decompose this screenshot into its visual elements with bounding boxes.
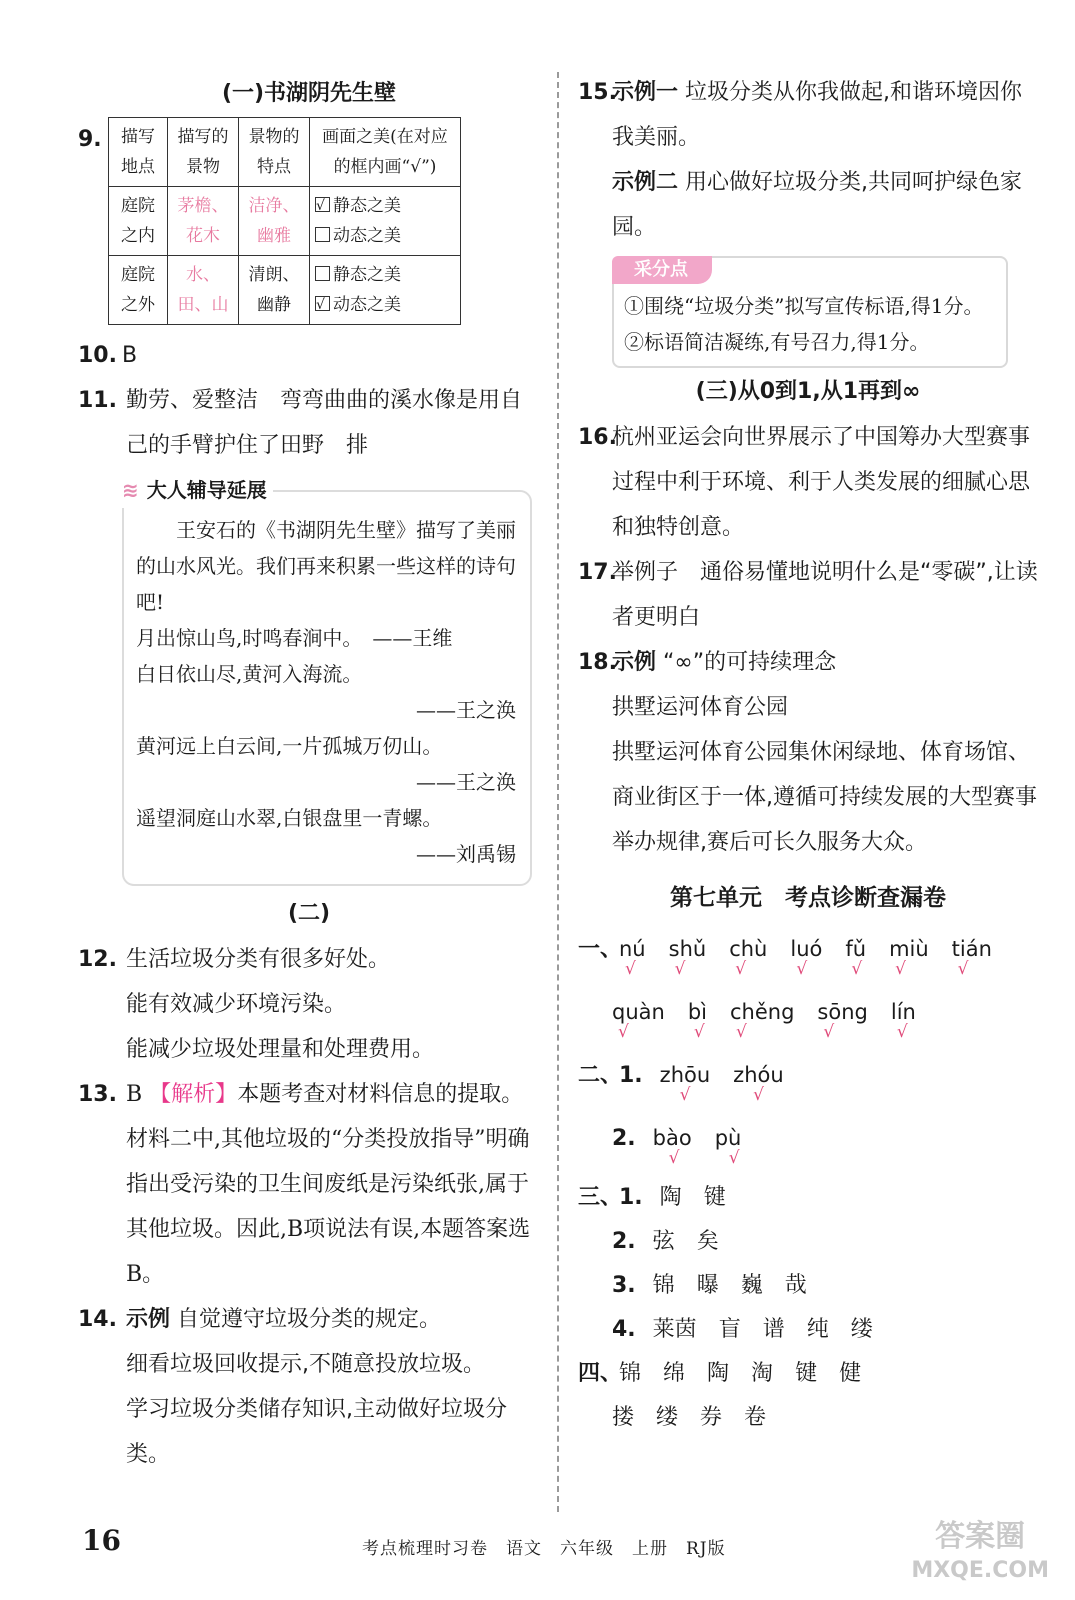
part2-row2: [578, 1107, 1038, 1170]
q14-line: 自觉遵守垃圾分类的规定。: [177, 1307, 442, 1332]
pinyin-text: chěng: [730, 1000, 795, 1024]
left-column: [78, 70, 540, 1477]
answer-char: 哉: [784, 1273, 807, 1298]
question-9: [78, 117, 540, 325]
question-17: [578, 550, 1038, 640]
watermark-line: 答案圈: [935, 1519, 1026, 1554]
part-label: 一、: [578, 937, 623, 962]
q13-number: 13.: [78, 1082, 117, 1107]
pinyin-text: luó: [790, 937, 823, 961]
sub-number: 1.: [619, 1185, 643, 1210]
pinyin: [653, 1107, 692, 1169]
check-mark-icon: √: [895, 959, 906, 979]
sub-number: 4.: [612, 1317, 636, 1342]
answer-char: 盲: [718, 1317, 741, 1342]
pinyin-text: tián: [951, 937, 992, 961]
example-label: 示例: [612, 650, 657, 675]
answer-char: 矣: [696, 1229, 719, 1254]
q12-number: 12.: [78, 947, 117, 972]
sub-number: 2.: [612, 1229, 636, 1254]
pinyin: [790, 918, 822, 980]
answer-char: 曝: [696, 1273, 719, 1298]
wave-icon: ≋: [122, 478, 139, 502]
pinyin-text: zhóu: [733, 1063, 784, 1087]
unit-title: 第七单元 考点诊断查漏卷: [670, 885, 946, 911]
check-mark-icon: √: [753, 1085, 765, 1105]
extension-intro: 王安石的《书湖阴先生壁》描写了美丽的山水风光。我们再来积累一些这样的诗句吧!: [136, 518, 516, 614]
poem-line: 黄河远上白云间,一片孤城万仞山。: [136, 734, 443, 758]
footer-text: 考点梳理时习卷 语文 六年级 上册 RJ版: [362, 1539, 726, 1559]
table-cell: 水、田、山: [168, 256, 239, 325]
answer-char: 纯: [806, 1317, 829, 1342]
part4-row2: [578, 1396, 1038, 1440]
part3-row2: [578, 1220, 1038, 1264]
pinyin: [669, 918, 707, 980]
extension-box: [122, 478, 532, 886]
pinyin-text: quàn: [612, 1000, 665, 1024]
table-header: 景物的特点: [239, 118, 310, 187]
check-mark-icon: √: [823, 1022, 835, 1042]
pinyin-text: sōng: [817, 1000, 868, 1024]
section3-title: (三)从0到1,从1再到∞: [695, 379, 921, 404]
pinyin: [715, 1107, 742, 1169]
pinyin-text: shǔ: [668, 937, 707, 961]
pinyin-text: chù: [729, 937, 768, 961]
check-mark-icon: √: [668, 1148, 680, 1168]
pinyin: [688, 981, 707, 1043]
example-label: 示例: [126, 1307, 171, 1332]
part2-row1: [578, 1044, 1038, 1107]
q15-text: 用心做好垃圾分类,共同呵护绿色家园。: [612, 170, 1023, 240]
q11-answer: 勤劳、爱整洁 弯弯曲曲的溪水像是用自己的手臂护住了田野 排: [126, 388, 523, 458]
poem-author: ——刘禹锡: [416, 842, 516, 866]
table-cell: 洁净、幽雅: [239, 187, 310, 256]
pinyin-text: lín: [890, 1000, 916, 1024]
pinyin: [952, 918, 992, 980]
answer-char: 键: [703, 1185, 726, 1210]
question-11: [78, 378, 540, 468]
check-mark-icon: √: [957, 959, 969, 979]
answer-char: 弦: [652, 1229, 675, 1254]
answer-char: 淘: [751, 1361, 774, 1386]
example-label: 示例一: [612, 80, 679, 105]
poem-line: 月出惊山鸟,时鸣春涧中。 ——王维: [136, 626, 453, 650]
question-14: [78, 1297, 540, 1477]
answer-char: 巍: [740, 1273, 763, 1298]
sub-number: 3.: [612, 1273, 636, 1298]
pinyin-text: nú: [619, 937, 646, 961]
answer-char: 陶: [707, 1361, 730, 1386]
column-divider: [557, 72, 559, 1512]
answer-char: 搂: [612, 1405, 635, 1430]
pinyin: [733, 1044, 784, 1106]
pinyin: [845, 918, 866, 980]
answer-char: 缕: [850, 1317, 873, 1342]
pinyin: [729, 918, 767, 980]
table-cell: 茅檐、花木: [168, 187, 239, 256]
sub-number: 1.: [619, 1063, 643, 1088]
answer-char: 莱茵: [652, 1317, 697, 1342]
scoring-label: 采分点: [612, 256, 712, 284]
q10-number: 10.: [78, 343, 117, 368]
q15-number: 15.: [578, 80, 617, 105]
part3-row3: [578, 1264, 1038, 1308]
table-header: 描写的景物: [168, 118, 239, 187]
poem-line: 遥望洞庭山水翠,白银盘里一青螺。: [136, 806, 443, 830]
check-mark-icon: √: [735, 959, 747, 979]
q16-number: 16.: [578, 425, 617, 450]
table-header: 画面之美(在对应的框内画“√”): [310, 118, 461, 187]
check-mark-icon: √: [736, 1022, 747, 1042]
pinyin-text: miù: [889, 937, 929, 961]
part3-row4: [578, 1308, 1038, 1352]
check-mark-icon: √: [618, 1022, 629, 1042]
q16-answer: 杭州亚运会向世界展示了中国筹办大型赛事过程中利于环境、利于人类发展的细腻心思和独特创意。: [612, 425, 1031, 540]
right-column: [578, 70, 1038, 1440]
part-label: 二、: [578, 1063, 623, 1088]
q11-number: 11.: [78, 388, 117, 413]
check-mark-icon: √: [851, 959, 863, 979]
pinyin: [891, 981, 916, 1043]
pinyin: [889, 918, 929, 980]
pinyin: [730, 981, 794, 1043]
question-16: [578, 415, 1038, 550]
sub-number: 2.: [612, 1126, 636, 1151]
question-15: [578, 70, 1038, 250]
option-label: 动态之美: [333, 295, 401, 315]
option-label: 动态之美: [333, 226, 401, 246]
section2-title: (二): [287, 901, 331, 926]
pinyin: [660, 1044, 711, 1106]
pinyin-text: pù: [714, 1126, 742, 1150]
q17-answer: 举例子 通俗易懂地说明什么是“零碳”,让读者更明白: [612, 560, 1038, 630]
check-mark-icon: √: [674, 959, 686, 979]
answer-char: 锦: [619, 1361, 642, 1386]
table-cell: 庭院之内: [109, 187, 168, 256]
question-13: [78, 1072, 540, 1297]
section1-title: (一)书湖阴先生壁: [221, 81, 397, 106]
q14-line: 学习垃圾分类储存知识,主动做好垃圾分类。: [126, 1397, 507, 1467]
part3-row1: [578, 1176, 1038, 1220]
q18-line: 拱墅运河体育公园集休闲绿地、体育场馆、商业街区于一体,遵循可持续发展的大型赛事举办规律,赛后可长久服务大众。: [612, 740, 1037, 855]
check-mark-icon: √: [728, 1148, 740, 1168]
answer-char: 缕: [656, 1405, 679, 1430]
table-row: [109, 187, 461, 256]
check-mark-icon: √: [679, 1085, 691, 1105]
check-mark-icon: √: [896, 1022, 908, 1042]
q9-number: 9.: [78, 127, 102, 152]
check-mark-icon: √: [625, 959, 636, 979]
q17-number: 17.: [578, 560, 617, 585]
poem-author: ——王之涣: [416, 698, 516, 722]
answer-char: 键: [795, 1361, 818, 1386]
scoring-box: [612, 256, 1008, 368]
pinyin: [817, 981, 867, 1043]
pinyin: [619, 918, 646, 980]
q18-line: 拱墅运河体育公园: [612, 695, 789, 720]
empty-box-icon: [315, 227, 330, 242]
question-10: [78, 333, 540, 378]
pinyin-text: zhōu: [659, 1063, 711, 1087]
part1-row2: [578, 981, 1038, 1044]
check-mark-icon: √: [796, 959, 808, 979]
empty-box-icon: [315, 266, 330, 281]
q15-text: 垃圾分类从你我做起,和谐环境因你我美丽。: [612, 80, 1023, 150]
answer-char: 健: [839, 1361, 862, 1386]
table-cell: [310, 256, 461, 325]
watermark: [911, 1520, 1049, 1588]
q10-answer: B: [122, 343, 138, 368]
part4-row1: [578, 1352, 1038, 1396]
page-number: 16: [82, 1524, 121, 1557]
q14-line: 细看垃圾回收提示,不随意投放垃圾。: [126, 1352, 485, 1377]
part-label: 三、: [578, 1185, 623, 1210]
table-cell: [310, 187, 461, 256]
question-18: [578, 640, 1038, 865]
example-label: 示例二: [612, 170, 679, 195]
analysis-tag: 【解析】: [149, 1082, 238, 1107]
part-label: 四、: [578, 1361, 623, 1386]
table-row: [109, 256, 461, 325]
answer-char: 卷: [744, 1405, 767, 1430]
extension-heading: [116, 472, 273, 508]
option-label: 静态之美: [333, 196, 401, 216]
pinyin-text: fǔ: [845, 937, 867, 961]
table-cell: 清朗、幽静: [239, 256, 310, 325]
answer-char: 谱: [762, 1317, 785, 1342]
q18-number: 18.: [578, 650, 617, 675]
q12-line: 能有效减少环境污染。: [126, 992, 347, 1017]
answer-char: 陶: [659, 1185, 682, 1210]
q18-line: “∞”的可持续理念: [663, 650, 837, 675]
pinyin-text: bào: [652, 1126, 692, 1150]
watermark-line: MXQE.COM: [911, 1558, 1049, 1583]
table-cell: 庭院之外: [109, 256, 168, 325]
part1-row1: [578, 918, 1038, 981]
answer-char: 绵: [663, 1361, 686, 1386]
extension-title: 大人辅导延展: [146, 478, 267, 502]
poem-author: ——王之涣: [416, 770, 516, 794]
q13-analysis: 本题考查对材料信息的提取。材料二中,其他垃圾的“分类投放指导”明确指出受污染的卫生间废纸是污染纸张,属于其他垃圾。因此,B项说法有误,本题答案选B。: [126, 1082, 531, 1287]
check-mark-icon: √: [693, 1022, 705, 1042]
checked-box-icon: [315, 197, 330, 212]
q12-line: 能减少垃圾处理量和处理费用。: [126, 1037, 435, 1062]
scoring-point: ①围绕“垃圾分类”拟写宣传标语,得1分。: [624, 294, 984, 318]
q9-table: [108, 117, 461, 325]
q14-number: 14.: [78, 1307, 117, 1332]
pinyin: [612, 981, 665, 1043]
checked-box-icon: [315, 296, 330, 311]
table-header: 描写地点: [109, 118, 168, 187]
scoring-point: ②标语简洁凝练,有号召力,得1分。: [624, 330, 930, 354]
answer-char: 锦: [652, 1273, 675, 1298]
answer-char: 券: [700, 1405, 723, 1430]
question-12: [78, 937, 540, 1072]
q12-line: 生活垃圾分类有很多好处。: [126, 947, 391, 972]
q13-answer: B: [126, 1082, 143, 1107]
pinyin-text: bì: [687, 1000, 707, 1024]
poem-line: 白日依山尽,黄河入海流。: [136, 662, 363, 686]
option-label: 静态之美: [333, 265, 401, 285]
table-header-row: [109, 118, 461, 187]
